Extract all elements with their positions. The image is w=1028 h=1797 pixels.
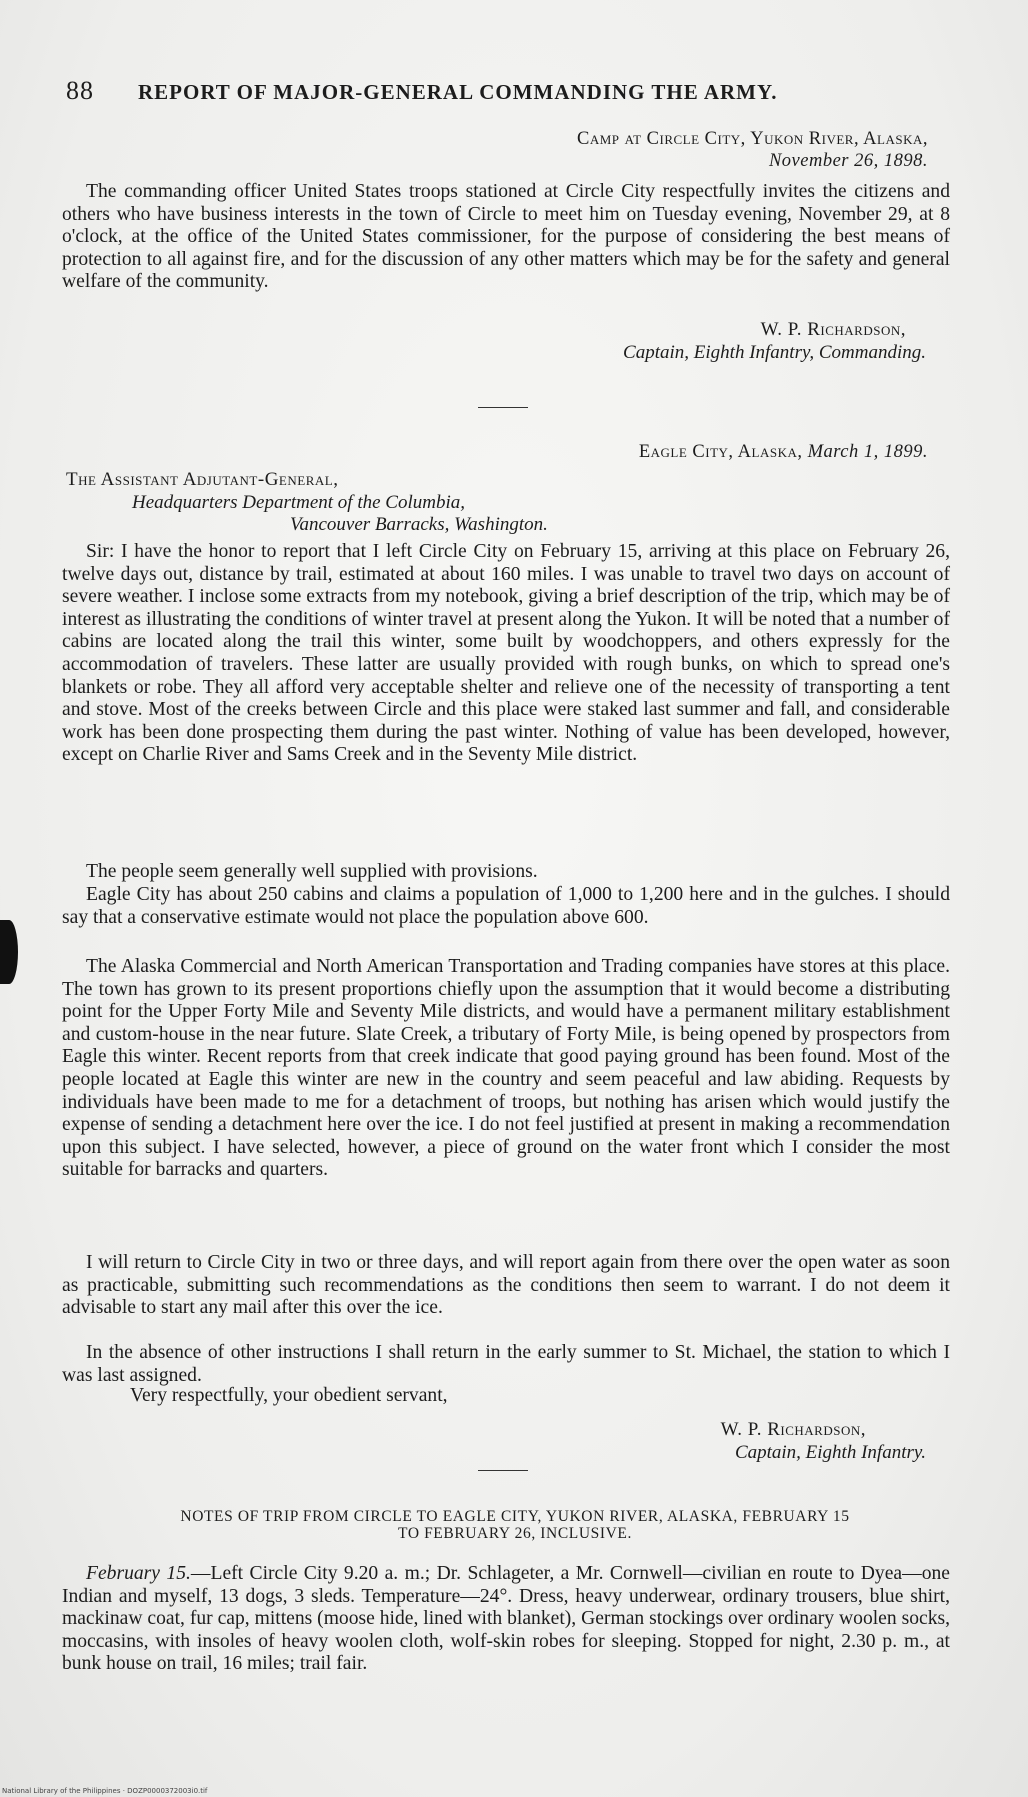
letter-addressee (66, 469, 548, 537)
letter-paragraph-6: In the absence of other instructions I shall return in the early summer to St. Michael, the station to which I was last assigned. (62, 1342, 950, 1386)
letter-dateline (639, 441, 928, 463)
notes-entry-date: February 15. (86, 1563, 191, 1584)
page-number: 88 (66, 76, 94, 105)
notice-signature (623, 318, 926, 364)
addressee-line-2: Headquarters Department of the Columbia, (132, 491, 466, 513)
notes-entry (62, 1563, 950, 1676)
notice-body: The commanding officer United States troops stationed at Circle City respectfully invites the citizens and others who have business interests in the town of Circle to meet him on Tuesday evening, November 29, at 8 o'clock, at the office of the United States commissioner, for the purpose of considering the best means of protection to all against fire, and for the discussion of any other matters which may be for the safety and general welfare of the community. (62, 181, 950, 293)
addressee-line-3: Vancouver Barracks, Washington. (290, 514, 548, 535)
notice-date: November 26, 1898. (768, 151, 928, 171)
letter-paragraph-2: The people seem generally well supplied with provisions. (86, 861, 538, 882)
addressee-line-1: The Assistant Adjutant-General, (66, 469, 339, 490)
letter-signature-name: W. P. Richardson, (720, 1419, 866, 1440)
notice-signature-title: Captain, Eighth Infantry, Commanding. (623, 342, 926, 363)
letter-signature-title: Captain, Eighth Infantry. (734, 1442, 926, 1463)
notes-heading-line-2: TO FEBRUARY 26, INCLUSIVE. (398, 1525, 632, 1542)
running-header (66, 76, 946, 106)
letter-signature (721, 1418, 926, 1464)
letter-paragraph-5: I will return to Circle City in two or three days, and will report again from there over the open water as soon as practicable, submitting such recommendations as the conditions then seem to warrant. I do not deem it advisable to start any mail after this over the ice. (62, 1252, 950, 1319)
letter-place: Eagle City, Alaska, (638, 442, 803, 462)
notes-entry-text: —Left Circle City 9.20 a. m.; Dr. Schlageter, a Mr. Cornwell—civilian en route to Dyea—one Indian and myself, 13 dogs, 3 sleds. Temperature—24°. Dress, heavy underwear, ordinary trousers, blue shirt, mackinaw coat, fur cap, mittens (moose hide, lined with blanket), German stockings over ordinary woolen socks, moccasins, with insoles of heavy woolen cloth, wolf-skin robes for sleeping. Stopped for night, 2.30 p. m., at bunk house on trail, 16 miles; trail fair. (62, 1563, 951, 1675)
running-title: REPORT OF MAJOR-GENERAL COMMANDING THE ARMY. (138, 80, 778, 104)
section-divider (478, 407, 528, 408)
letter-paragraph-3: Eagle City has about 250 cabins and claims a population of 1,000 to 1,200 here and in the gulches. I should say that a conservative estimate would not place the population above 600. (62, 884, 950, 928)
notice-signature-name: W. P. Richardson, (760, 319, 906, 340)
notice-dateline (577, 128, 928, 172)
letter-paragraph-4: The Alaska Commercial and North American Transportation and Trading companies have stores at this place. The town has grown to its present proportions chiefly upon the assumption that it would become a distributing point for the Upper Forty Mile and Seventy Mile districts, and would have a permanent military establishment and custom-house in the near future. Slate Creek, a tributary of Forty Mile, is being opened by prospectors from Eagle this winter. Recent reports from that creek indicate that good paying ground has been found. Most of the people located at Eagle this winter are new in the country and seem peaceful and law abiding. Requests by individuals have been made to me for a detachment of troops, but nothing has arisen which would justify the expense of sending a detachment here over the ice. I do not feel justified at present in making a recommendation upon this subject. I have selected, however, a piece of ground on the water front which I consider the most suitable for barracks and quarters. (62, 956, 950, 1181)
notes-heading (70, 1508, 960, 1542)
letter-date: March 1, 1899. (807, 442, 928, 462)
scan-source-note: National Library of the Philippines · DOZP0000372003i0.tif (2, 1787, 208, 1795)
notice-place: Camp at Circle City, Yukon River, Alaska, (577, 129, 928, 149)
notes-heading-line-1: NOTES OF TRIP FROM CIRCLE TO EAGLE CITY, YUKON RIVER, ALASKA, FEBRUARY 15 (180, 1508, 850, 1525)
letter-paragraph-1: Sir: I have the honor to report that I left Circle City on February 15, arriving at this place on February 26, twelve days out, distance by trail, estimated at about 160 miles. I was unable to travel two days on account of severe weather. I inclose some extracts from my notebook, giving a brief description of the trip, which may be of interest as illustrating the conditions of winter travel at present along the Yukon. It will be noted that a number of cabins are located along the trail this winter, some built by woodchoppers, and others expressly for the accommodation of travelers. These latter are usually provided with rough bunks, on which to spread one's blankets or robe. They all afford very acceptable shelter and relieve one of the necessity of transporting a tent and stove. Most of the creeks between Circle and this place were staked last summer and fall, and considerable work has been done prospecting them during the past winter. Nothing of value has been developed, however, except on Charlie River and Sams Creek and in the Seventy Mile district. (62, 541, 950, 766)
ink-blot (0, 920, 18, 984)
section-divider (478, 1470, 528, 1471)
letter-closing: Very respectfully, your obedient servant, (130, 1385, 448, 1406)
